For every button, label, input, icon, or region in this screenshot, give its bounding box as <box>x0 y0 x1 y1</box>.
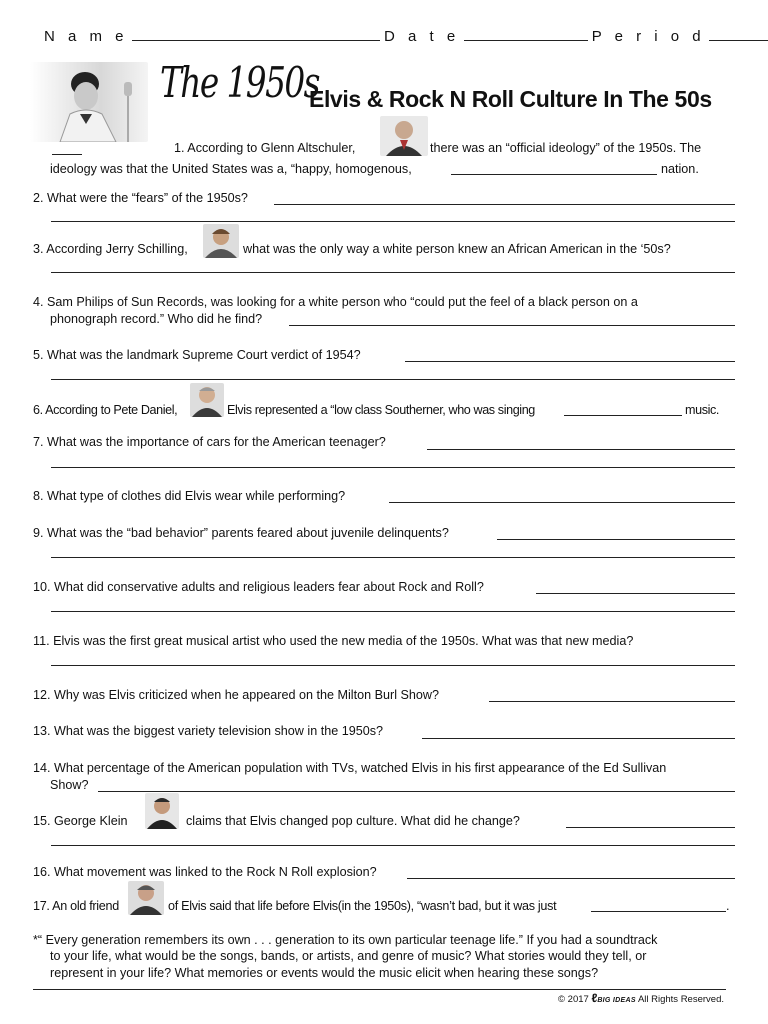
rights-text: All Rights Reserved. <box>637 994 724 1005</box>
q3-text-a: 3. According Jerry Schilling, <box>33 242 188 256</box>
period-field[interactable] <box>709 28 768 41</box>
q4-text-a: 4. Sam Philips of Sun Records, was looking for a white person who “could put the feel of a black person on a <box>33 295 638 309</box>
altschuler-photo <box>380 116 428 156</box>
essay-prompt-line-2: to your life, what would be the songs, bands, or artists, and genre of music? What stories would they tell, or <box>50 949 647 963</box>
name-field[interactable] <box>132 28 380 41</box>
q1-text-d: nation. <box>661 162 699 176</box>
q4-text-b: phonograph record.” Who did he find? <box>50 312 263 326</box>
q17-text-a: 17. An old friend <box>33 899 119 913</box>
period-label: P e r i o d <box>591 28 706 45</box>
q1-answer-line[interactable] <box>451 174 657 175</box>
q4-answer-line[interactable] <box>289 325 735 326</box>
q2-answer-line-2[interactable] <box>51 221 735 222</box>
q1-text-b: there was an “official ideology” of the 1950s. The <box>430 141 702 155</box>
q3-answer-line[interactable] <box>51 272 735 273</box>
q7-answer-line-2[interactable] <box>51 467 735 468</box>
big-ideas-logo-icon: ℓ <box>591 991 598 1005</box>
copyright-footer <box>558 990 724 1009</box>
q5-answer-line-1[interactable] <box>405 361 735 362</box>
essay-prompt-line-3: represent in your life? What memories or events would the music elicit when hearing these songs? <box>50 966 599 980</box>
page-title: Elvis & Rock N Roll Culture In The 50s <box>309 86 712 112</box>
q2-text: 2. What were the “fears” of the 1950s? <box>33 191 248 205</box>
q10-text: 10. What did conservative adults and religious leaders fear about Rock and Roll? <box>33 580 484 594</box>
q16-answer-line[interactable] <box>407 878 735 879</box>
q8-answer-line[interactable] <box>389 502 735 503</box>
q17-answer-line[interactable] <box>591 911 726 912</box>
q8-text: 8. What type of clothes did Elvis wear while performing? <box>33 489 346 503</box>
q6-text-c: music. <box>685 403 719 417</box>
student-header <box>44 28 768 45</box>
q15-answer-line-1[interactable] <box>566 827 735 828</box>
date-label: D a t e <box>384 28 460 45</box>
q11-answer-line[interactable] <box>51 665 735 666</box>
q3-text-b: what was the only way a white person knew an African American in the ‘50s? <box>243 242 671 256</box>
q14-answer-line[interactable] <box>98 791 735 792</box>
essay-prompt-line-1: *“ Every generation remembers its own . . . generation to its own particular teenage life.” If you had a soundtrack <box>33 933 658 947</box>
daniel-photo <box>190 383 224 417</box>
q1-number-blank[interactable] <box>52 154 82 155</box>
q13-answer-line[interactable] <box>422 738 735 739</box>
q12-text: 12. Why was Elvis criticized when he appeared on the Milton Burl Show? <box>33 688 440 702</box>
q10-answer-line-1[interactable] <box>536 593 735 594</box>
q9-answer-line-1[interactable] <box>497 539 735 540</box>
klein-photo <box>145 793 179 829</box>
q7-text: 7. What was the importance of cars for the American teenager? <box>33 435 386 449</box>
q11-text: 11. Elvis was the first great musical artist who used the new media of the 1950s. What was that new media? <box>33 634 634 648</box>
q5-text: 5. What was the landmark Supreme Court verdict of 1954? <box>33 348 361 362</box>
name-label: N a m e <box>44 28 129 45</box>
q13-text: 13. What was the biggest variety television show in the 1950s? <box>33 724 384 738</box>
q9-answer-line-2[interactable] <box>51 557 735 558</box>
schilling-photo <box>203 224 239 258</box>
q17-text-b: of Elvis said that life before Elvis(in the 1950s), “wasn’t bad, but it was just <box>168 899 557 913</box>
q6-text-b: Elvis represented a “low class Southerner, who was singing <box>227 403 535 417</box>
q14-text-a: 14. What percentage of the American population with TVs, watched Elvis in his first appearance of the Ed Sullivan <box>33 761 667 775</box>
q1-text-a: 1. According to Glenn Altschuler, <box>174 141 356 155</box>
copyright-text: © 2017 <box>558 994 589 1005</box>
q14-text-b: Show? <box>50 778 89 792</box>
q2-answer-line-1[interactable] <box>274 204 735 205</box>
q10-answer-line-2[interactable] <box>51 611 735 612</box>
q6-answer-line[interactable] <box>564 415 682 416</box>
q5-answer-line-2[interactable] <box>51 379 735 380</box>
brand-name: BIG IDEAS <box>597 997 636 1004</box>
old-friend-photo <box>128 881 164 915</box>
q12-answer-line[interactable] <box>489 701 735 702</box>
q15-text-b: claims that Elvis changed pop culture. What did he change? <box>186 814 520 828</box>
q9-text: 9. What was the “bad behavior” parents feared about juvenile delinquents? <box>33 526 449 540</box>
q7-answer-line-1[interactable] <box>427 449 735 450</box>
date-field[interactable] <box>464 28 588 41</box>
q16-text: 16. What movement was linked to the Rock N Roll explosion? <box>33 865 377 879</box>
decade-title: The 1950s <box>160 58 319 107</box>
q17-text-c: . <box>726 899 730 913</box>
elvis-photo <box>30 62 148 142</box>
q15-answer-line-2[interactable] <box>51 845 735 846</box>
q15-text-a: 15. George Klein <box>33 814 128 828</box>
q1-text-c: ideology was that the United States was a, “happy, homogenous, <box>50 162 412 176</box>
q6-text-a: 6. According to Pete Daniel, <box>33 403 178 417</box>
